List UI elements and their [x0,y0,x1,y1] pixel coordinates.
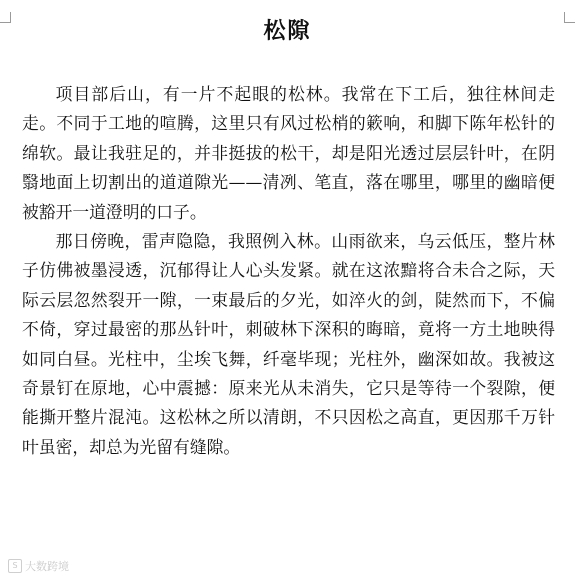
paragraph-2: 那日傍晚，雷声隐隐，我照例入林。山雨欲来，乌云低压，整片林子仿佛被墨浸透，沉郁得让人心头发紧。就在这浓黯将合未合之际，天际云层忽然裂开一隙，一束最后的夕光，如淬火的剑，陡然而下，不偏不倚，穿过最密的那丛针叶，刺破林下深积的晦暗，竟将一方土地映得如同白昼。光柱中，尘埃飞舞，纤毫毕现；光柱外，幽深如故。我被这奇景钉在原地，心中震撼：原来光从未消失，它只是等待一个裂隙，便能撕开整片混沌。这松林之所以清朗，不只因松之高直，更因那千万针叶虽密，却总为光留有缝隙。 [22,231,555,457]
document-body [22,80,555,462]
watermark-logo-icon: S [8,559,22,573]
document-title: 松隙 [263,18,312,44]
paragraph-1: 项目部后山，有一片不起眼的松林。我常在下工后，独往林间走走。不同于工地的喧腾，这里只有风过松梢的簌响，和脚下陈年松针的绵软。最让我驻足的，并非挺拔的松干，却是阳光透过层层针叶，在阴翳地面上切割出的道道隙光——清冽、笔直，落在哪里，哪里的幽暗便被豁开一道澄明的口子。 [22,84,555,222]
watermark-text: 大数跨境 [25,560,69,573]
watermark [8,558,69,574]
